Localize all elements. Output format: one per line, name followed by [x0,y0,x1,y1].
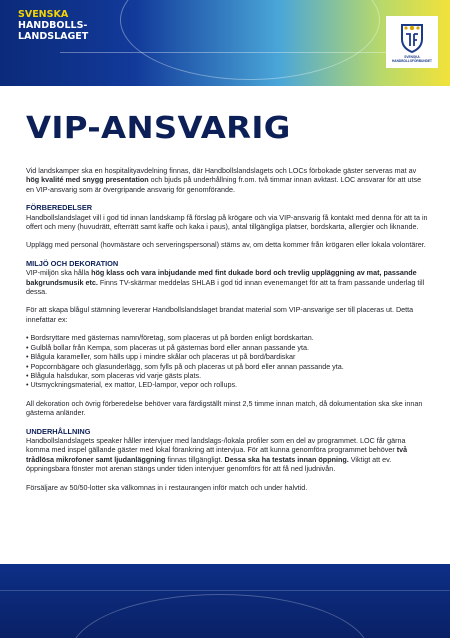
list-item: • Bordsryttare med gästernas namn/företag, som placeras ut på borden enligt bordskartan. [26,333,430,342]
miljo-text: VIP-miljön ska hålla [26,268,92,278]
underhallning-paragraph-2: Försäljare av 50/50-lotter ska välkomnas in i restaurangen inför match och under halvtid. [26,482,308,492]
section-heading-underhallning: UNDERHÅLLNING [26,426,91,436]
page-title: VIP-ANSVARIG [26,111,291,146]
header-banner [0,0,450,86]
miljo-text: Finns TV-skärmar meddelas SHLAB i god tid innan evenemanget för att ta fram passande underlag till dessa. [26,277,425,297]
crest-icon [395,21,429,55]
intro-paragraph [26,166,430,194]
brand-wordmark [18,9,88,42]
brand-line-2: HANDBOLLS- [18,20,88,31]
brand-line-1: SVENSKA [18,9,69,20]
forberedelser-paragraph-1: Handbollslandslaget vill i god tid innan landskamp få förslag på krögare och via VIP-ansvarig få kontakt med denna för att ta in offert och meny (huvudrätt, efterrätt samt kaffe och kaka i paus), antal tillgängliga platser, bordskarta, allergier och liknande. [26,212,428,232]
underhallning-text: Viktigt att ev. öppningsbara fönster mot arenan stängs under tiden intervjuer genomförs för att få ned ljudnivån. [26,454,392,474]
miljo-paragraph-2: För att skapa blågul stämning levererar Handbollslandslaget brandat material som VIP-ansvarige ser till placeras ut. Detta innefattar ex: [26,305,414,324]
list-item: • Blågula halsdukar, som placeras vid varje gästs plats. [26,371,430,380]
material-list [26,333,430,389]
miljo-paragraph-3: All dekoration och övrig förberedelse behöver vara färdigställt minst 2,5 timme innan match, då dokumentation ska ske innan gästerna anländer. [26,398,423,418]
intro-bold: hög kvalité med snygg presentation [26,175,149,185]
court-line-decoration [0,590,450,591]
underhallning-bold: Dessa ska ha testats innan öppning. [224,454,349,464]
miljo-bold: hög klass och vara inbjudande med fint dukade bord och trevlig uppläggning av mat, passande bakgrundsmusik etc. [26,268,417,287]
federation-logo [386,16,438,68]
logo-caption-line-2: HANDBOLLSFÖRBUNDET [391,59,433,63]
underhallning-paragraph-1 [26,436,430,474]
forberedelser-paragraph-2: Upplägg med personal (hovmästare och serveringspersonal) stäms av, om detta kommer från krögaren eller lokala volontärer. [26,240,426,250]
brand-line-3: LANDSLAGET [18,31,89,42]
logo-caption-line-1: SVENSKA [404,55,420,59]
underhallning-text: Handbollslandslagets speaker håller intervjuer med landslags-/lokala profiler som en del av programmet. LOC får gärna komma med inspel gällande gäster med lokal förankring att intervjua. För att kunna genomföra programmet behöver [26,435,406,455]
list-item: • Blågula karameller, som hälls upp i mindre skålar och placeras ut på bord/bardiskar [26,352,430,361]
footer-banner [0,564,450,638]
court-line-decoration [120,0,380,80]
logo-caption [387,55,437,63]
underhallning-text: finnas tillgängligt. [165,454,225,464]
intro-text: Vid landskamper ska en hospitalityavdelning finnas, där Handbollslandslagets och LOCs förbokade gäster serveras mat av [26,166,417,175]
list-item: • Popcornbägare och glasunderlägg, som fylls på och placeras ut på bord eller annan passande yta. [26,362,430,371]
court-line-decoration [60,52,400,53]
document-body [26,166,430,501]
list-item: • Gulblå bollar från Kempa, som placeras ut på gästernas bord eller annan passande yta. [26,343,430,352]
intro-text: och bjuds på underhållning fr.om. två timmar innan avktast. LOC ansvarar för att utse en VIP-ansvarig som är övergripande ansvarig för genomförande. [26,175,422,194]
section-heading-miljo: MILJÖ OCH DEKORATION [26,258,119,268]
section-heading-forberedelser: FÖRBEREDELSER [26,203,93,213]
miljo-paragraph-1 [26,268,430,296]
list-item: • Utsmyckningsmaterial, ex mattor, LED-lampor, vepor och rollups. [26,380,430,389]
underhallning-bold: två trådlösa mikrofoner samt ljudanläggning [26,445,408,464]
court-line-decoration [70,594,370,638]
